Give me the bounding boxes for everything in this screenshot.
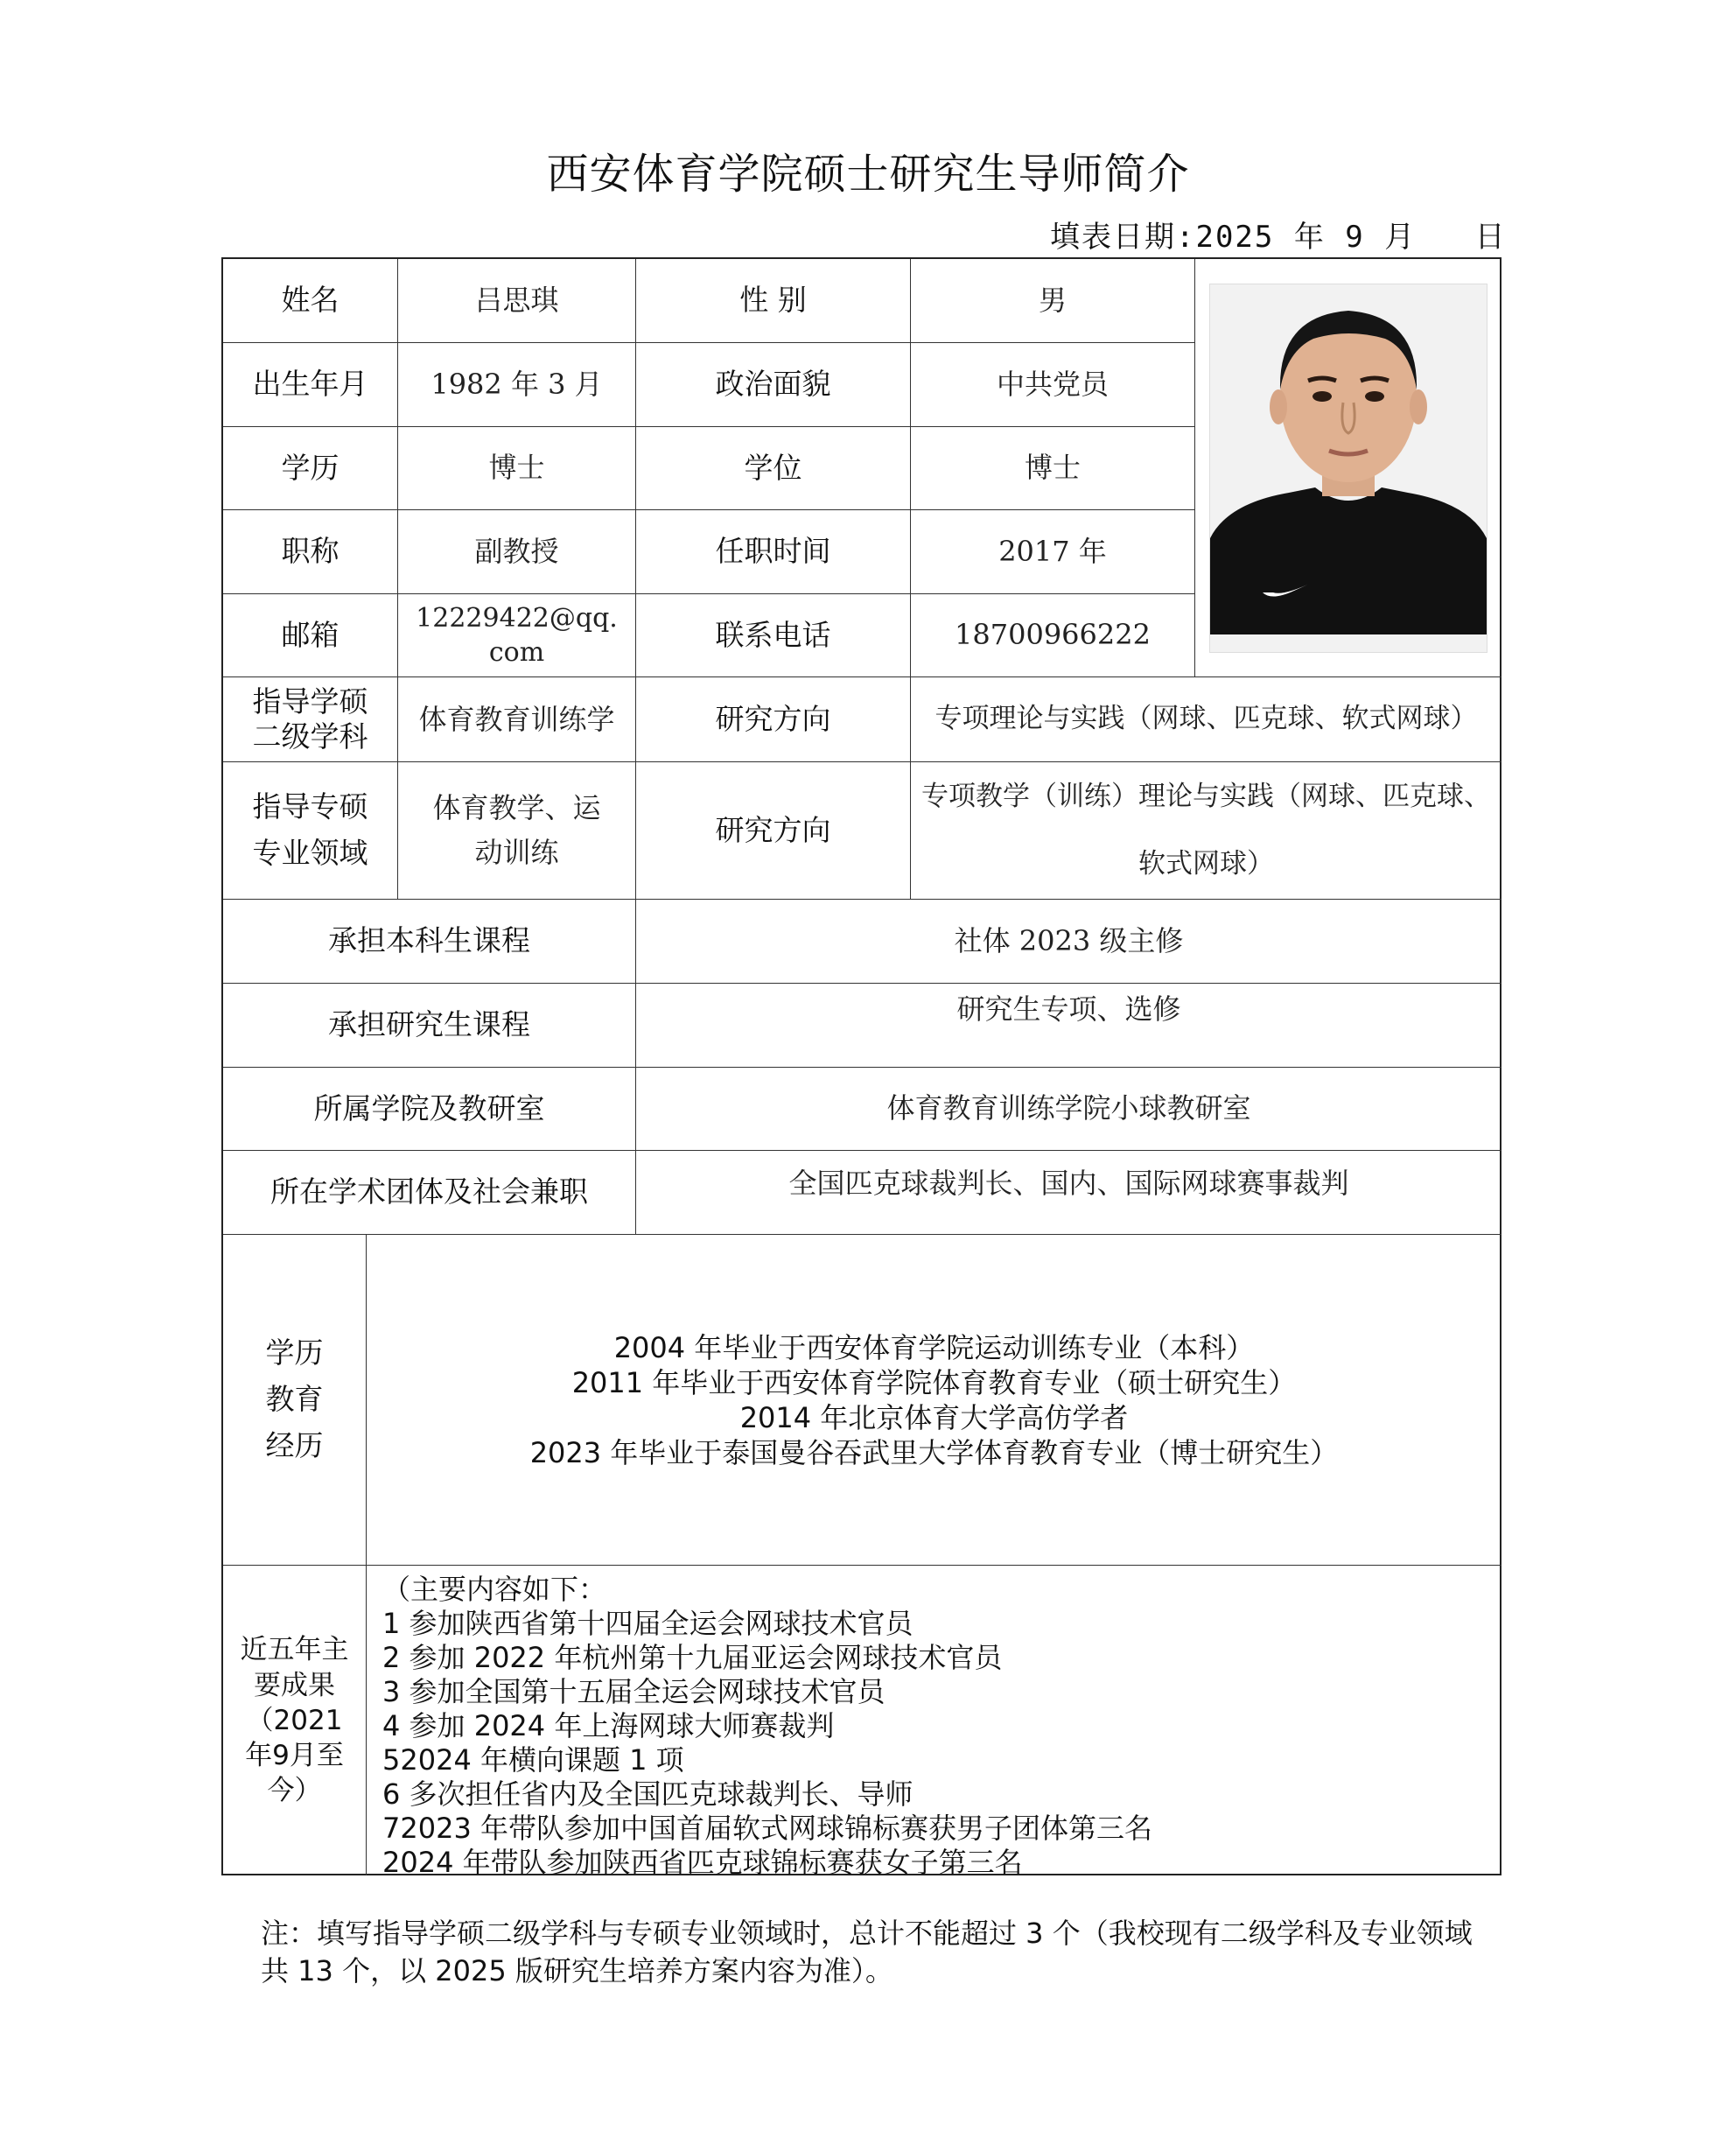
education-history-item: 2011 年毕业于西安体育学院体育教育专业（硕士研究生） — [571, 1365, 1297, 1399]
email-label: 邮箱 — [223, 594, 398, 677]
professional-field-label: 指导专硕专业领域 — [223, 762, 398, 900]
achievements-list — [367, 1566, 1502, 1879]
achievement-item: 1 参加陕西省第十四届全运会网球技术官员 — [382, 1607, 914, 1640]
undergrad-course-label: 承担本科生课程 — [223, 900, 636, 984]
society-value: 全国匹克球裁判长、国内、国际网球赛事裁判 — [636, 1151, 1502, 1235]
education-history-item: 2023 年毕业于泰国曼谷吞武里大学体育教育专业（博士研究生） — [529, 1435, 1339, 1469]
achievement-item: 2 参加 2022 年杭州第十九届亚运会网球技术官员 — [382, 1641, 1003, 1674]
photo-cell — [1195, 259, 1502, 677]
department-label: 所属学院及教研室 — [223, 1068, 636, 1151]
achievement-item: 2024 年带队参加陕西省匹克球锦标赛获女子第三名 — [382, 1846, 1023, 1879]
political-value: 中共党员 — [911, 343, 1195, 427]
name-value: 吕思琪 — [398, 259, 636, 343]
achievement-item: 52024 年横向课题 1 项 — [382, 1743, 684, 1777]
achievement-item: 4 参加 2024 年上海网球大师赛裁判 — [382, 1709, 835, 1742]
grad-course-label: 承担研究生课程 — [223, 984, 636, 1068]
footnote: 注：填写指导学硕二级学科与专硕专业领域时，总计不能超过 3 个（我校现有二级学科及专业领域共 13 个，以 2025 版研究生培养方案内容为准）。 — [261, 1917, 1473, 1988]
gender-label: 性 别 — [636, 259, 911, 343]
degree-label: 学位 — [636, 427, 911, 510]
political-label: 政治面貌 — [636, 343, 911, 427]
appointment-value: 2017 年 — [911, 510, 1195, 594]
discipline-label: 指导学硕二级学科 — [223, 677, 398, 762]
achievement-item: （主要内容如下： — [382, 1573, 607, 1606]
achievement-item: 6 多次担任省内及全国匹克球裁判长、导师 — [382, 1777, 914, 1811]
achievement-item: 3 参加全国第十五届全运会网球技术官员 — [382, 1675, 886, 1708]
job-title-value: 副教授 — [398, 510, 636, 594]
discipline-value: 体育教育训练学 — [398, 677, 636, 762]
fill-date: 填表日期:2025 年 9 月 日 — [1050, 220, 1507, 255]
appointment-label: 任职时间 — [636, 510, 911, 594]
grad-course-value: 研究生专项、选修 — [636, 984, 1502, 1068]
phone-label: 联系电话 — [636, 594, 911, 677]
research-direction-value-1: 专项理论与实践（网球、匹克球、软式网球） — [911, 677, 1502, 762]
job-title-label: 职称 — [223, 510, 398, 594]
name-label: 姓名 — [223, 259, 398, 343]
professional-field-value: 体育教学、运动训练 — [398, 762, 636, 900]
birth-label: 出生年月 — [223, 343, 398, 427]
research-direction-value-2: 专项教学（训练）理论与实践（网球、匹克球、软式网球） — [911, 762, 1502, 900]
education-history-item: 2014 年北京体育大学高仿学者 — [739, 1400, 1129, 1434]
portrait-illustration — [1210, 284, 1487, 652]
undergrad-course-value: 社体 2023 级主修 — [636, 900, 1502, 984]
achievement-item: 72023 年带队参加中国首届软式网球锦标赛获男子团体第三名 — [382, 1812, 1152, 1845]
birth-value: 1982 年 3 月 — [398, 343, 636, 427]
phone-value: 18700966222 — [911, 594, 1195, 677]
education-history-label: 学历教育经历 — [223, 1235, 367, 1566]
education-value: 博士 — [398, 427, 636, 510]
profile-form — [221, 257, 1502, 1879]
gender-value: 男 — [911, 259, 1195, 343]
achievements-label: 近五年主要成果（2021年9月至今） — [223, 1566, 367, 1875]
department-value: 体育教育训练学院小球教研室 — [636, 1068, 1502, 1151]
email-value: 12229422@qq.com — [398, 594, 636, 677]
education-label: 学历 — [223, 427, 398, 510]
portrait-photo — [1209, 284, 1488, 653]
research-direction-label-2: 研究方向 — [636, 762, 911, 900]
degree-value: 博士 — [911, 427, 1195, 510]
page-title: 西安体育学院硕士研究生导师简介 — [546, 150, 1190, 199]
education-history-item: 2004 年毕业于西安体育学院运动训练专业（本科） — [613, 1330, 1255, 1364]
society-label: 所在学术团体及社会兼职 — [223, 1151, 636, 1235]
research-direction-label-1: 研究方向 — [636, 677, 911, 762]
education-history-list — [367, 1235, 1502, 1566]
